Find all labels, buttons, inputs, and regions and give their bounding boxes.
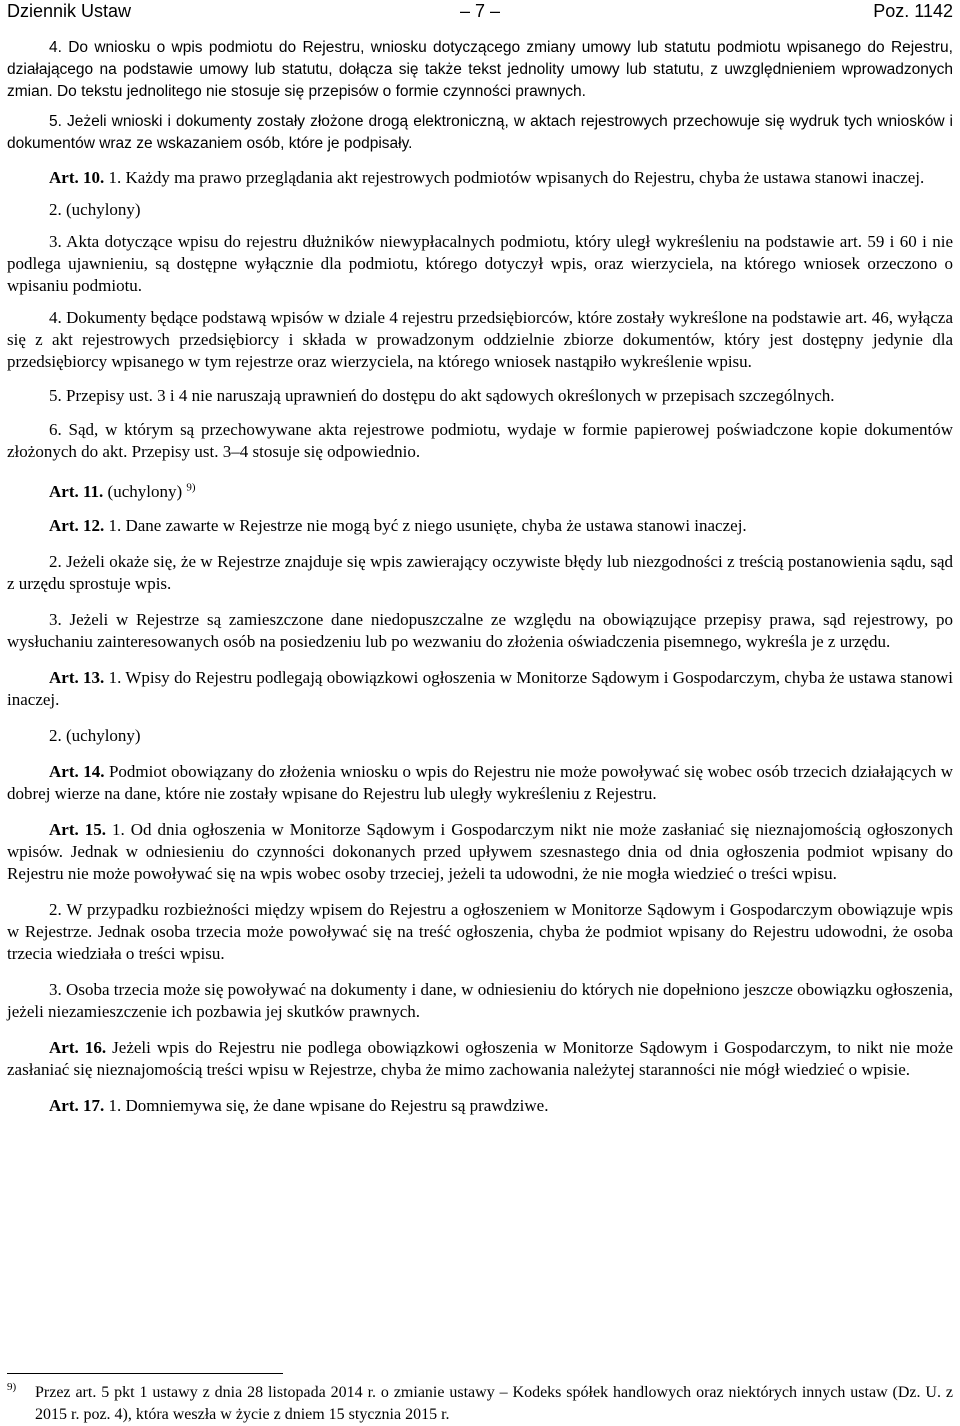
paragraph-art12-3: 3. Jeżeli w Rejestrze są zamieszczone dane niedopuszczalne ze względu na obowiązujące przepisy prawa, sąd rejestrowy, po wysłuchaniu zainteresowanych osób na posiedzeniu lub po wezwaniu do złożenia oświadczenia pisemnego, wykreśla je z urzędu. bbox=[7, 610, 953, 651]
paragraph-art12-2: 2. Jeżeli okaże się, że w Rejestrze znajduje się wpis zawierający oczywiste błędy lub niezgodności z treścią postanowienia sądu, sąd z urzędu sprostuje wpis. bbox=[7, 552, 953, 593]
position-number: Poz. 1142 bbox=[873, 1, 953, 21]
paragraph-art10-6: 6. Sąd, w którym są przechowywane akta rejestrowe podmiotu, wydaje w formie papierowej poświadczone kopie dokumentów złożonych do akt. Przepisy ust. 3–4 stosuje się odpowiednio. bbox=[7, 420, 953, 461]
article-label: Art. 16. bbox=[49, 1038, 107, 1057]
paragraph-text: (uchylony) bbox=[103, 482, 183, 501]
footnote-divider bbox=[7, 1373, 283, 1374]
paragraph-art17-1 bbox=[7, 1095, 953, 1117]
paragraph-art15-3: 3. Osoba trzecia może się powoływać na dokumenty i dane, w odniesieniu do których nie dopełniono jeszcze obowiązku ogłoszenia, jeżeli niezamieszczenie ich pozbawia jej skutków prawnych. bbox=[7, 980, 953, 1021]
journal-title: Dziennik Ustaw bbox=[7, 1, 132, 21]
paragraph-art14 bbox=[7, 761, 953, 805]
paragraph-art10-5: 5. Przepisy ust. 3 i 4 nie naruszają uprawnień do dostępu do akt sądowych określonych w przepisach szczególnych. bbox=[49, 386, 835, 405]
paragraph-art10-1 bbox=[7, 167, 953, 189]
article-label: Art. 15. bbox=[49, 820, 106, 839]
article-label: Art. 12. bbox=[49, 516, 105, 535]
paragraph-art15-2: 2. W przypadku rozbieżności między wpisem do Rejestru a ogłoszeniem w Monitorze Sądowym i Gospodarczym obowiązuje wpis w Rejestrze. Jednak osoba trzecia może powoływać się na treść ogłoszenia, chyba że podmiot wpisany do Rejestru udowodni, że osoba trzecia wiedziała o treści wpisu. bbox=[7, 900, 953, 963]
article-label: Art. 14. bbox=[49, 762, 105, 781]
paragraph-text: Podmiot obowiązany do złożenia wniosku o wpis do Rejestru nie może powoływać się wobec osób trzecich działających w dobrej wierze na dane, które nie zostały wpisane do Rejestru lub uległy wykreśleniu z Rejestru. bbox=[7, 762, 953, 803]
article-label: Art. 10. bbox=[49, 168, 105, 187]
paragraph-art12-1 bbox=[7, 515, 953, 537]
page-header bbox=[7, 0, 953, 22]
article-label: Art. 11. bbox=[49, 482, 104, 501]
page-number: – 7 – bbox=[459, 1, 501, 21]
paragraph-art13-2: 2. (uchylony) bbox=[49, 726, 141, 745]
article-label: Art. 13. bbox=[49, 668, 105, 687]
paragraph-text: 1. Dane zawarte w Rejestrze nie mogą być z niego usunięte, chyba że ustawa stanowi inaczej. bbox=[104, 516, 747, 535]
paragraph-text: 1. Domniemywa się, że dane wpisane do Rejestru są prawdziwe. bbox=[104, 1096, 549, 1115]
paragraph-text: Jeżeli wpis do Rejestru nie podlega obowiązkowi ogłoszenia w Monitorze Sądowym i Gospodarczym, to nikt nie może zasłaniać się nieznajomością treści wpisu w Rejestrze, chyba że mimo zachowania należytej staranności nie mógł wiedzieć o wpisie. bbox=[7, 1038, 954, 1079]
paragraph-text: 1. Wpisy do Rejestru podlegają obowiązkowi ogłoszenia w Monitorze Sądowym i Gospodarczym, chyba że ustawa stanowi inaczej. bbox=[7, 668, 954, 709]
paragraph-art9-4: 4. Do wniosku o wpis podmiotu do Rejestru, wniosku dotyczącego zmiany umowy lub statutu podmiotu wpisanego do Rejestru, działającego na podstawie umowy lub statutu, dołącza się także tekst jednolity umowy lub statutu, z uwzględnieniem wprowadzonych zmian. Do tekstu jednolitego nie stosuje się przepisów o formie czynności prawnych. bbox=[7, 39, 953, 100]
paragraph-art11 bbox=[7, 481, 953, 503]
paragraph-art16 bbox=[7, 1037, 953, 1081]
paragraph-text: 1. Każdy ma prawo przeglądania akt rejestrowych podmiotów wpisanych do Rejestru, chyba że ustawa stanowi inaczej. bbox=[104, 168, 925, 187]
paragraph-text: 1. Od dnia ogłoszenia w Monitorze Sądowym i Gospodarczym nikt nie może zasłaniać się nieznajomością ogłoszonych wpisów. Jednak w odniesieniu do czynności dokonanych przed upływem szesnastego dnia od dnia ogłoszenia podmiot wpisany do Rejestru nie może powoływać się na wpis wobec osoby trzeciej, jeżeli ta udowodni, że nie mogła wiedzieć o treści wpisu. bbox=[7, 820, 953, 883]
paragraph-art15-1 bbox=[7, 819, 953, 885]
footnote-text: Przez art. 5 pkt 1 ustawy z dnia 28 listopada 2014 r. o zmianie ustawy – Kodeks spółek handlowych oraz niektórych innych ustaw (Dz. U. z 2015 r. poz. 4), która weszła w życie z dniem 15 stycznia 2015 r. bbox=[35, 1384, 953, 1423]
paragraph-art13-1 bbox=[7, 667, 953, 711]
footnote-reference: 9) bbox=[186, 481, 196, 494]
paragraph-art10-4: 4. Dokumenty będące podstawą wpisów w dziale 4 rejestru przedsiębiorców, które zostały wykreślone na podstawie art. 46, wyłącza się z akt rejestrowych przedsiębiorcy i składa w prowadzonym oddzielnie zbiorze dokumentów, który jest dostępny jedynie dla przedsiębiorcy wpisanego w tym rejestrze oraz wierzyciela, na którego wniosek nastąpiło wykreślenie wpisu. bbox=[7, 308, 953, 371]
paragraph-art10-3: 3. Akta dotyczące wpisu do rejestru dłużników niewypłacalnych podmiotu, który uległ wykreśleniu na podstawie art. 59 i 60 i nie podlega ujawnieniu, są dostępne wyłącznie dla podmiotu, którego dotyczył wpis, oraz wierzyciela, na którego wniosek orzeczono o wpisaniu podmiotu. bbox=[7, 232, 953, 295]
document-body bbox=[7, 37, 953, 1131]
paragraph-art10-2: 2. (uchylony) bbox=[49, 200, 141, 219]
article-label: Art. 17. bbox=[49, 1096, 105, 1115]
footnote bbox=[7, 1382, 953, 1426]
paragraph-art9-5: 5. Jeżeli wnioski i dokumenty zostały złożone drogą elektroniczną, w aktach rejestrowych przechowuje się wydruk tych wniosków i dokumentów wraz ze wskazaniem osób, które je podpisały. bbox=[7, 113, 953, 152]
footnote-mark: 9) bbox=[7, 1381, 17, 1393]
